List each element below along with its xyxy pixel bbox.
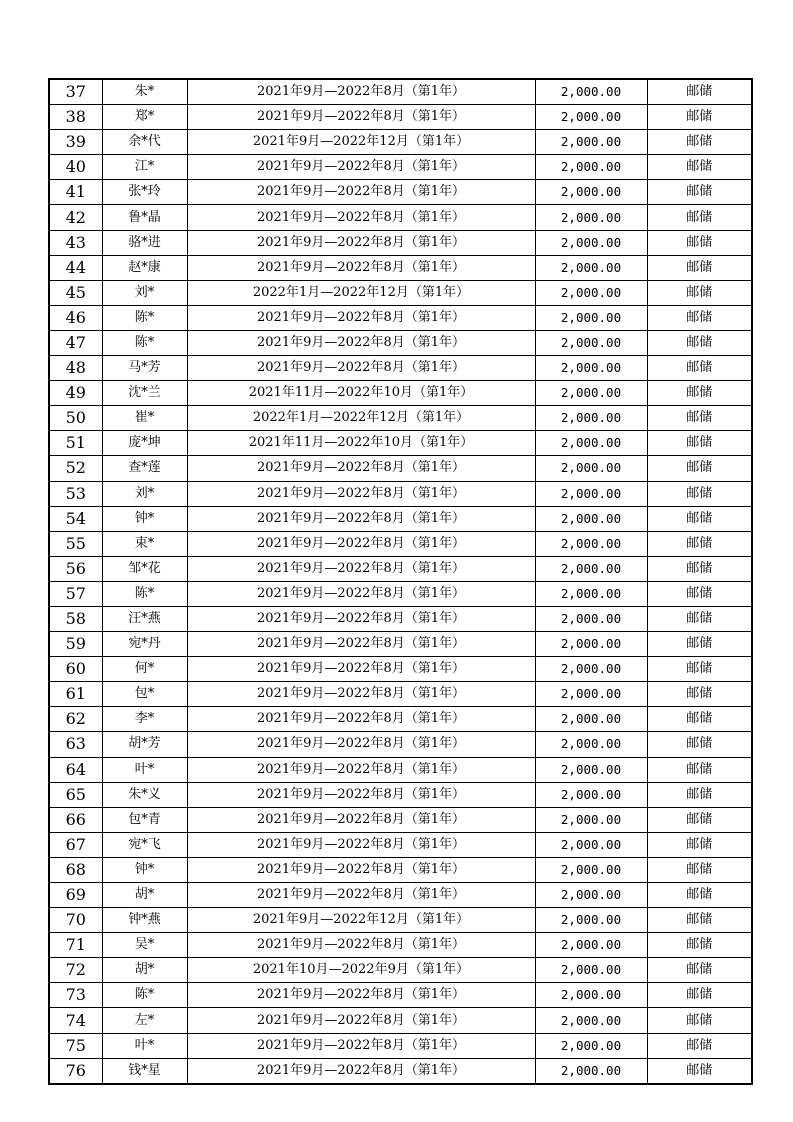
table-row — [49, 506, 752, 531]
table-row — [49, 230, 752, 255]
row-number-cell: 67 — [49, 832, 102, 857]
bank-cell: 邮储 — [647, 958, 752, 983]
row-number-cell: 44 — [49, 255, 102, 280]
amount-cell: 2,000.00 — [535, 255, 647, 280]
table-row — [49, 305, 752, 330]
document-sheet — [48, 78, 751, 1085]
period-cell: 2021年9月—2022年8月（第1年） — [187, 682, 535, 707]
row-number-cell: 53 — [49, 481, 102, 506]
period-cell: 2021年9月—2022年8月（第1年） — [187, 305, 535, 330]
amount-cell: 2,000.00 — [535, 606, 647, 631]
amount-cell: 2,000.00 — [535, 130, 647, 155]
bank-cell: 邮储 — [647, 556, 752, 581]
table-row — [49, 79, 752, 105]
table-row — [49, 807, 752, 832]
period-cell: 2021年9月—2022年8月（第1年） — [187, 255, 535, 280]
name-cell: 钟* — [102, 857, 187, 882]
amount-cell: 2,000.00 — [535, 782, 647, 807]
table-row — [49, 356, 752, 381]
row-number-cell: 57 — [49, 581, 102, 606]
name-cell: 胡* — [102, 958, 187, 983]
amount-cell: 2,000.00 — [535, 933, 647, 958]
table-row — [49, 105, 752, 130]
row-number-cell: 37 — [49, 79, 102, 105]
row-number-cell: 52 — [49, 456, 102, 481]
amount-cell: 2,000.00 — [535, 632, 647, 657]
table-row — [49, 1058, 752, 1084]
bank-cell: 邮储 — [647, 205, 752, 230]
bank-cell: 邮储 — [647, 330, 752, 355]
row-number-cell: 63 — [49, 732, 102, 757]
name-cell: 包* — [102, 682, 187, 707]
period-cell: 2021年9月—2022年8月（第1年） — [187, 531, 535, 556]
period-cell: 2021年9月—2022年8月（第1年） — [187, 105, 535, 130]
period-cell: 2021年9月—2022年8月（第1年） — [187, 481, 535, 506]
table-row — [49, 908, 752, 933]
period-cell: 2022年1月—2022年12月（第1年） — [187, 280, 535, 305]
name-cell: 何* — [102, 657, 187, 682]
amount-cell: 2,000.00 — [535, 807, 647, 832]
bank-cell: 邮储 — [647, 531, 752, 556]
name-cell: 刘* — [102, 280, 187, 305]
amount-cell: 2,000.00 — [535, 1033, 647, 1058]
table-row — [49, 657, 752, 682]
name-cell: 宛*丹 — [102, 632, 187, 657]
row-number-cell: 73 — [49, 983, 102, 1008]
period-cell: 2021年9月—2022年8月（第1年） — [187, 933, 535, 958]
table-row — [49, 1033, 752, 1058]
amount-cell: 2,000.00 — [535, 305, 647, 330]
amount-cell: 2,000.00 — [535, 481, 647, 506]
period-cell: 2021年9月—2022年12月（第1年） — [187, 908, 535, 933]
name-cell: 钱*星 — [102, 1058, 187, 1084]
amount-cell: 2,000.00 — [535, 1058, 647, 1084]
amount-cell: 2,000.00 — [535, 581, 647, 606]
amount-cell: 2,000.00 — [535, 707, 647, 732]
name-cell: 吴* — [102, 933, 187, 958]
amount-cell: 2,000.00 — [535, 456, 647, 481]
row-number-cell: 76 — [49, 1058, 102, 1084]
row-number-cell: 43 — [49, 230, 102, 255]
period-cell: 2021年9月—2022年8月（第1年） — [187, 782, 535, 807]
amount-cell: 2,000.00 — [535, 506, 647, 531]
bank-cell: 邮储 — [647, 807, 752, 832]
row-number-cell: 40 — [49, 155, 102, 180]
row-number-cell: 47 — [49, 330, 102, 355]
period-cell: 2021年9月—2022年8月（第1年） — [187, 456, 535, 481]
table-row — [49, 180, 752, 205]
row-number-cell: 48 — [49, 356, 102, 381]
row-number-cell: 38 — [49, 105, 102, 130]
bank-cell: 邮储 — [647, 832, 752, 857]
period-cell: 2021年9月—2022年8月（第1年） — [187, 983, 535, 1008]
period-cell: 2021年9月—2022年8月（第1年） — [187, 556, 535, 581]
name-cell: 钟*燕 — [102, 908, 187, 933]
table-row — [49, 883, 752, 908]
amount-cell: 2,000.00 — [535, 105, 647, 130]
name-cell: 钟* — [102, 506, 187, 531]
name-cell: 左* — [102, 1008, 187, 1033]
amount-cell: 2,000.00 — [535, 356, 647, 381]
name-cell: 陈* — [102, 581, 187, 606]
bank-cell: 邮储 — [647, 732, 752, 757]
row-number-cell: 71 — [49, 933, 102, 958]
name-cell: 马*芳 — [102, 356, 187, 381]
row-number-cell: 75 — [49, 1033, 102, 1058]
row-number-cell: 54 — [49, 506, 102, 531]
amount-cell: 2,000.00 — [535, 406, 647, 431]
table-row — [49, 983, 752, 1008]
bank-cell: 邮储 — [647, 230, 752, 255]
amount-cell: 2,000.00 — [535, 205, 647, 230]
table-row — [49, 130, 752, 155]
period-cell: 2022年1月—2022年12月（第1年） — [187, 406, 535, 431]
amount-cell: 2,000.00 — [535, 732, 647, 757]
row-number-cell: 39 — [49, 130, 102, 155]
period-cell: 2021年9月—2022年8月（第1年） — [187, 857, 535, 882]
bank-cell: 邮储 — [647, 381, 752, 406]
name-cell: 李* — [102, 707, 187, 732]
row-number-cell: 68 — [49, 857, 102, 882]
bank-cell: 邮储 — [647, 105, 752, 130]
row-number-cell: 49 — [49, 381, 102, 406]
name-cell: 邹*花 — [102, 556, 187, 581]
table-row — [49, 757, 752, 782]
row-number-cell: 62 — [49, 707, 102, 732]
bank-cell: 邮储 — [647, 883, 752, 908]
name-cell: 查*莲 — [102, 456, 187, 481]
table-body — [49, 79, 752, 1084]
period-cell: 2021年9月—2022年8月（第1年） — [187, 732, 535, 757]
amount-cell: 2,000.00 — [535, 381, 647, 406]
period-cell: 2021年9月—2022年12月（第1年） — [187, 130, 535, 155]
row-number-cell: 55 — [49, 531, 102, 556]
name-cell: 赵*康 — [102, 255, 187, 280]
period-cell: 2021年9月—2022年8月（第1年） — [187, 1033, 535, 1058]
period-cell: 2021年11月—2022年10月（第1年） — [187, 431, 535, 456]
period-cell: 2021年9月—2022年8月（第1年） — [187, 657, 535, 682]
table-row — [49, 205, 752, 230]
name-cell: 陈* — [102, 983, 187, 1008]
period-cell: 2021年9月—2022年8月（第1年） — [187, 757, 535, 782]
row-number-cell: 74 — [49, 1008, 102, 1033]
bank-cell: 邮储 — [647, 280, 752, 305]
bank-cell: 邮储 — [647, 581, 752, 606]
amount-cell: 2,000.00 — [535, 180, 647, 205]
period-cell: 2021年9月—2022年8月（第1年） — [187, 180, 535, 205]
bank-cell: 邮储 — [647, 180, 752, 205]
table-row — [49, 782, 752, 807]
bank-cell: 邮储 — [647, 456, 752, 481]
bank-cell: 邮储 — [647, 983, 752, 1008]
period-cell: 2021年11月—2022年10月（第1年） — [187, 381, 535, 406]
amount-cell: 2,000.00 — [535, 531, 647, 556]
row-number-cell: 61 — [49, 682, 102, 707]
row-number-cell: 46 — [49, 305, 102, 330]
table-row — [49, 431, 752, 456]
name-cell: 叶* — [102, 1033, 187, 1058]
period-cell: 2021年9月—2022年8月（第1年） — [187, 205, 535, 230]
row-number-cell: 42 — [49, 205, 102, 230]
row-number-cell: 51 — [49, 431, 102, 456]
name-cell: 刘* — [102, 481, 187, 506]
name-cell: 胡* — [102, 883, 187, 908]
bank-cell: 邮储 — [647, 908, 752, 933]
bank-cell: 邮储 — [647, 481, 752, 506]
amount-cell: 2,000.00 — [535, 1008, 647, 1033]
name-cell: 陈* — [102, 305, 187, 330]
bank-cell: 邮储 — [647, 782, 752, 807]
bank-cell: 邮储 — [647, 130, 752, 155]
amount-cell: 2,000.00 — [535, 883, 647, 908]
name-cell: 束* — [102, 531, 187, 556]
table-row — [49, 155, 752, 180]
row-number-cell: 45 — [49, 280, 102, 305]
period-cell: 2021年9月—2022年8月（第1年） — [187, 1008, 535, 1033]
bank-cell: 邮储 — [647, 707, 752, 732]
bank-cell: 邮储 — [647, 1033, 752, 1058]
name-cell: 鲁*晶 — [102, 205, 187, 230]
period-cell: 2021年9月—2022年8月（第1年） — [187, 807, 535, 832]
table-row — [49, 255, 752, 280]
bank-cell: 邮储 — [647, 305, 752, 330]
bank-cell: 邮储 — [647, 79, 752, 105]
bank-cell: 邮储 — [647, 657, 752, 682]
amount-cell: 2,000.00 — [535, 908, 647, 933]
name-cell: 胡*芳 — [102, 732, 187, 757]
name-cell: 朱*义 — [102, 782, 187, 807]
bank-cell: 邮储 — [647, 1058, 752, 1084]
row-number-cell: 65 — [49, 782, 102, 807]
amount-cell: 2,000.00 — [535, 857, 647, 882]
amount-cell: 2,000.00 — [535, 155, 647, 180]
period-cell: 2021年9月—2022年8月（第1年） — [187, 155, 535, 180]
name-cell: 江* — [102, 155, 187, 180]
amount-cell: 2,000.00 — [535, 682, 647, 707]
row-number-cell: 59 — [49, 632, 102, 657]
period-cell: 2021年9月—2022年8月（第1年） — [187, 832, 535, 857]
period-cell: 2021年9月—2022年8月（第1年） — [187, 707, 535, 732]
bank-cell: 邮储 — [647, 155, 752, 180]
amount-cell: 2,000.00 — [535, 431, 647, 456]
amount-cell: 2,000.00 — [535, 958, 647, 983]
name-cell: 崔* — [102, 406, 187, 431]
period-cell: 2021年9月—2022年8月（第1年） — [187, 1058, 535, 1084]
row-number-cell: 58 — [49, 606, 102, 631]
table-row — [49, 280, 752, 305]
period-cell: 2021年9月—2022年8月（第1年） — [187, 581, 535, 606]
period-cell: 2021年10月—2022年9月（第1年） — [187, 958, 535, 983]
table-row — [49, 832, 752, 857]
name-cell: 庞*坤 — [102, 431, 187, 456]
row-number-cell: 41 — [49, 180, 102, 205]
bank-cell: 邮储 — [647, 406, 752, 431]
table-row — [49, 330, 752, 355]
period-cell: 2021年9月—2022年8月（第1年） — [187, 883, 535, 908]
amount-cell: 2,000.00 — [535, 556, 647, 581]
subsidy-table — [48, 78, 753, 1085]
name-cell: 叶* — [102, 757, 187, 782]
table-row — [49, 732, 752, 757]
table-row — [49, 481, 752, 506]
name-cell: 郑* — [102, 105, 187, 130]
table-row — [49, 406, 752, 431]
row-number-cell: 64 — [49, 757, 102, 782]
table-row — [49, 707, 752, 732]
table-row — [49, 456, 752, 481]
name-cell: 包*青 — [102, 807, 187, 832]
bank-cell: 邮储 — [647, 632, 752, 657]
bank-cell: 邮储 — [647, 682, 752, 707]
name-cell: 宛*飞 — [102, 832, 187, 857]
table-row — [49, 958, 752, 983]
period-cell: 2021年9月—2022年8月（第1年） — [187, 79, 535, 105]
amount-cell: 2,000.00 — [535, 330, 647, 355]
amount-cell: 2,000.00 — [535, 79, 647, 105]
table-row — [49, 933, 752, 958]
period-cell: 2021年9月—2022年8月（第1年） — [187, 506, 535, 531]
name-cell: 沈*兰 — [102, 381, 187, 406]
name-cell: 朱* — [102, 79, 187, 105]
row-number-cell: 56 — [49, 556, 102, 581]
bank-cell: 邮储 — [647, 255, 752, 280]
bank-cell: 邮储 — [647, 1008, 752, 1033]
table-row — [49, 682, 752, 707]
row-number-cell: 70 — [49, 908, 102, 933]
period-cell: 2021年9月—2022年8月（第1年） — [187, 356, 535, 381]
bank-cell: 邮储 — [647, 506, 752, 531]
period-cell: 2021年9月—2022年8月（第1年） — [187, 330, 535, 355]
bank-cell: 邮储 — [647, 606, 752, 631]
name-cell: 汪*燕 — [102, 606, 187, 631]
name-cell: 张*玲 — [102, 180, 187, 205]
amount-cell: 2,000.00 — [535, 657, 647, 682]
bank-cell: 邮储 — [647, 933, 752, 958]
name-cell: 骆*进 — [102, 230, 187, 255]
row-number-cell: 66 — [49, 807, 102, 832]
period-cell: 2021年9月—2022年8月（第1年） — [187, 606, 535, 631]
row-number-cell: 60 — [49, 657, 102, 682]
row-number-cell: 72 — [49, 958, 102, 983]
table-row — [49, 857, 752, 882]
period-cell: 2021年9月—2022年8月（第1年） — [187, 230, 535, 255]
table-row — [49, 606, 752, 631]
bank-cell: 邮储 — [647, 757, 752, 782]
period-cell: 2021年9月—2022年8月（第1年） — [187, 632, 535, 657]
bank-cell: 邮储 — [647, 356, 752, 381]
amount-cell: 2,000.00 — [535, 832, 647, 857]
row-number-cell: 69 — [49, 883, 102, 908]
amount-cell: 2,000.00 — [535, 280, 647, 305]
table-row — [49, 632, 752, 657]
table-row — [49, 556, 752, 581]
name-cell: 余*代 — [102, 130, 187, 155]
table-row — [49, 531, 752, 556]
bank-cell: 邮储 — [647, 857, 752, 882]
amount-cell: 2,000.00 — [535, 230, 647, 255]
amount-cell: 2,000.00 — [535, 757, 647, 782]
bank-cell: 邮储 — [647, 431, 752, 456]
row-number-cell: 50 — [49, 406, 102, 431]
table-row — [49, 581, 752, 606]
table-row — [49, 381, 752, 406]
amount-cell: 2,000.00 — [535, 983, 647, 1008]
table-row — [49, 1008, 752, 1033]
name-cell: 陈* — [102, 330, 187, 355]
